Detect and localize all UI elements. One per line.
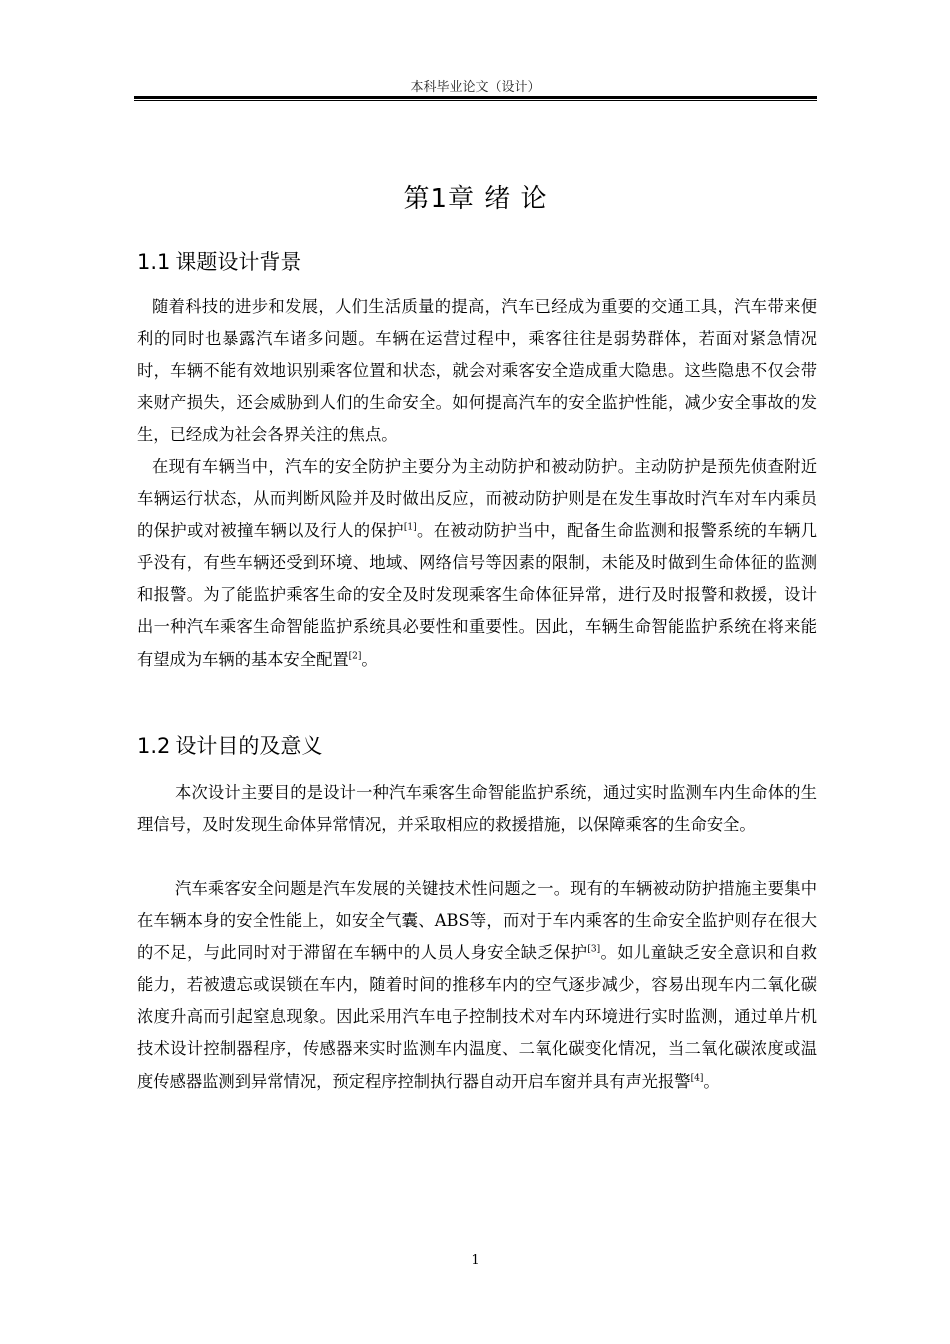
- section-number: 1.1: [137, 250, 171, 274]
- paragraph-text: 汽车乘客安全问题是汽车发展的关键技术性问题之一。现有的车辆被动防护措施主要集中在车辆本身的安全性能上，如安全气囊、ABS等，而对于车内乘客的生命安全监护则存在很大的不足，与此同时对于滞留在车辆中的人员人身安全缺乏保护: [137, 879, 817, 963]
- paragraph-text: 。在被动防护当中，配备生命监测和报警系统的车辆几乎没有，有些车辆还受到环境、地域、网络信号等因素的限制，未能及时做到生命体征的监测和报警。为了能监护乘客生命的安全及时发现乘客生命体征异常，进行及时报警和救援，设计出一种汽车乘客生命智能监护系统具必要性和重要性。因此，车辆生命智能监护系统在将来能有望成为车辆的基本安全配置: [137, 521, 817, 669]
- page-number: 1: [471, 1253, 480, 1268]
- chapter-title: 第1章 绪 论: [403, 184, 548, 214]
- paragraph-text: 。: [361, 649, 378, 669]
- citation-ref: [1]: [403, 522, 417, 533]
- section-heading-1-2: [137, 732, 322, 760]
- body-paragraph: [137, 777, 817, 841]
- section-number: 1.2: [137, 734, 171, 758]
- body-paragraph: [137, 873, 817, 1098]
- header-rule: [134, 96, 817, 101]
- citation-ref: [2]: [348, 651, 362, 662]
- citation-ref: [3]: [587, 944, 601, 955]
- paragraph-text: 。: [703, 1071, 720, 1091]
- paragraph-text: 本次设计主要目的是设计一种汽车乘客生命智能监护系统，通过实时监测车内生命体的生理信号，及时发现生命体异常情况，并采取相应的救援措施，以保障乘客的生命安全。: [137, 783, 817, 835]
- section-heading-1-1: [137, 248, 301, 276]
- body-paragraph: [137, 451, 817, 676]
- paragraph-text: 在现有车辆当中，汽车的安全防护主要分为主动防护和被动防护。主动防护是预先侦查附近车辆运行状态，从而判断风险并及时做出反应，而被动防护则是在发生事故时汽车对车内乘员的保护或对被撞车辆以及行人的保护: [137, 457, 817, 541]
- section-title: 课题设计背景: [175, 250, 302, 274]
- page-header: 本科毕业论文（设计）: [410, 80, 541, 95]
- body-paragraph: [137, 291, 817, 451]
- paragraph-text: 。如儿童缺乏安全意识和自救能力，若被遗忘或误锁在车内，随着时间的推移车内的空气逐步减少，容易出现车内二氧化碳浓度升高而引起窒息现象。因此采用汽车电子控制技术对车内环境进行实时监测，通过单片机技术设计控制器程序，传感器来实时监测车内温度、二氧化碳变化情况，当二氧化碳浓度或温度传感器监测到异常情况，预定程序控制执行器自动开启车窗并具有声光报警: [137, 943, 817, 1091]
- paragraph-text: 随着科技的进步和发展，人们生活质量的提高，汽车已经成为重要的交通工具，汽车带来便利的同时也暴露汽车诸多问题。车辆在运营过程中，乘客往往是弱势群体，若面对紧急情况时，车辆不能有效地识别乘客位置和状态，就会对乘客安全造成重大隐患。这些隐患不仅会带来财产损失，还会威胁到人们的生命安全。如何提高汽车的安全监护性能，减少安全事故的发生，已经成为社会各界关注的焦点。: [137, 297, 817, 445]
- section-title: 设计目的及意义: [175, 734, 323, 758]
- citation-ref: [4]: [690, 1073, 704, 1084]
